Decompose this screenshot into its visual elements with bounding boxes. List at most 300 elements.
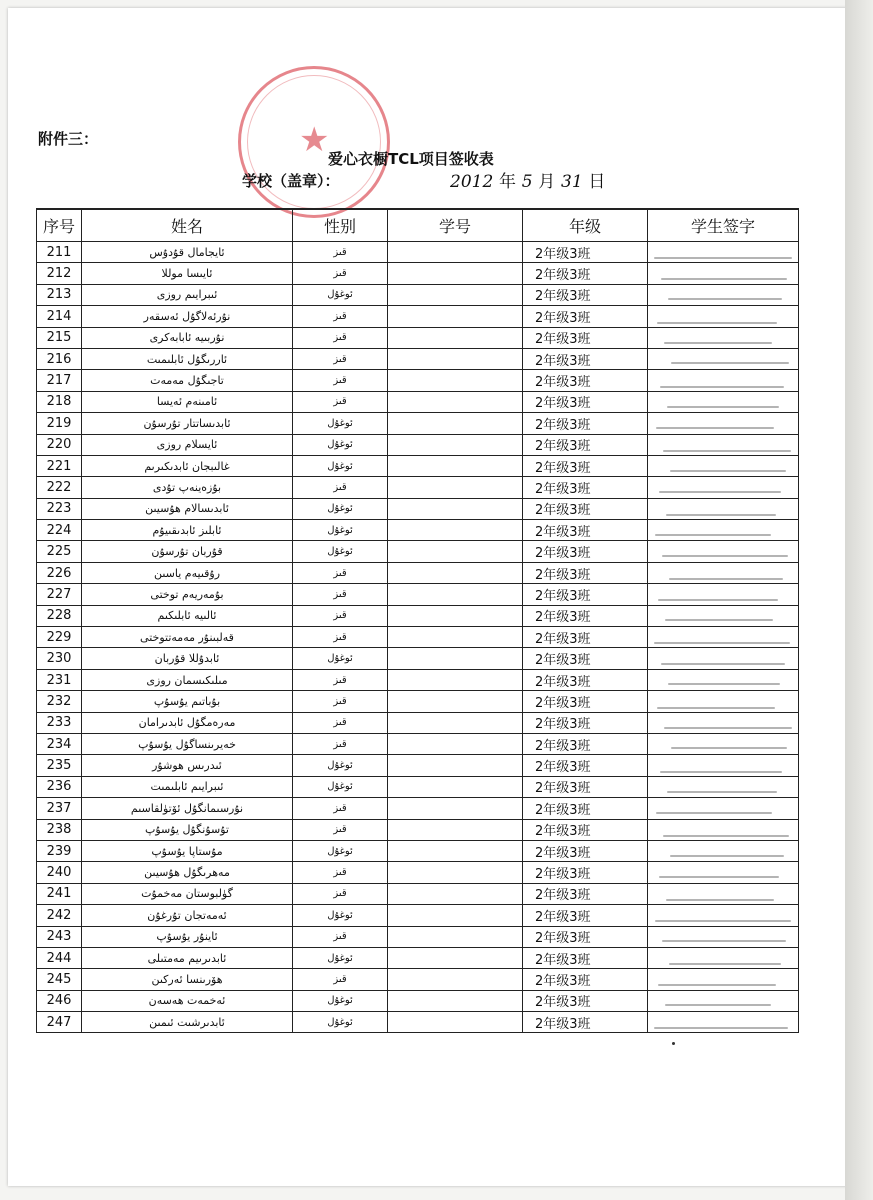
student-gender: قىز (293, 562, 388, 583)
student-signature (648, 969, 799, 990)
row-number: 220 (37, 434, 82, 455)
student-id-cell (388, 605, 523, 626)
student-gender: قىز (293, 327, 388, 348)
student-gender: قىز (293, 627, 388, 648)
table-row (37, 434, 799, 455)
handwritten-signature-stroke (656, 812, 772, 814)
handwritten-signature-stroke (665, 1004, 771, 1006)
row-number: 240 (37, 862, 82, 883)
student-name: مۇستاپا يۇسۇپ (82, 840, 293, 861)
student-gender: ئوغۇل (293, 434, 388, 455)
student-name: ئابدىرشىت ئىمىن (82, 1012, 293, 1033)
student-gender: قىز (293, 477, 388, 498)
student-id-cell (388, 926, 523, 947)
student-signature (648, 284, 799, 305)
student-name: مەھرىگۇل ھۇسيىن (82, 862, 293, 883)
table-row (37, 327, 799, 348)
student-id-cell (388, 327, 523, 348)
signature-table (36, 208, 799, 1033)
handwritten-signature-stroke (655, 534, 771, 536)
student-grade: 2年级3班 (523, 605, 648, 626)
handwritten-signature-stroke (657, 707, 775, 709)
row-number: 223 (37, 498, 82, 519)
handwritten-signature-stroke (662, 555, 788, 557)
student-name: مىلىكىسمان روزى (82, 669, 293, 690)
student-name: خەيرىنساگۇل يۇسۇپ (82, 733, 293, 754)
student-signature (648, 669, 799, 690)
student-id-cell (388, 348, 523, 369)
table-row (37, 370, 799, 391)
row-number: 232 (37, 691, 82, 712)
student-grade: 2年级3班 (523, 498, 648, 519)
student-id-cell (388, 969, 523, 990)
student-gender: قىز (293, 669, 388, 690)
student-signature (648, 391, 799, 412)
student-gender: ئوغۇل (293, 755, 388, 776)
handwritten-signature-stroke (663, 835, 789, 837)
student-signature (648, 263, 799, 284)
handwritten-signature-stroke (661, 278, 787, 280)
student-grade: 2年级3班 (523, 926, 648, 947)
handwritten-signature-stroke (655, 920, 791, 922)
student-signature (648, 883, 799, 904)
handwritten-signature-stroke (667, 791, 777, 793)
student-grade: 2年级3班 (523, 776, 648, 797)
student-signature (648, 840, 799, 861)
table-row (37, 627, 799, 648)
student-grade: 2年级3班 (523, 584, 648, 605)
row-number: 234 (37, 733, 82, 754)
student-signature (648, 434, 799, 455)
handwritten-signature-stroke (664, 342, 772, 344)
student-id-cell (388, 284, 523, 305)
table-row (37, 348, 799, 369)
student-grade: 2年级3班 (523, 969, 648, 990)
row-number: 219 (37, 413, 82, 434)
student-gender: قىز (293, 969, 388, 990)
attachment-label: 附件三： (38, 130, 99, 148)
student-name: نۇربىيە ئابابەكرى (82, 327, 293, 348)
row-number: 217 (37, 370, 82, 391)
student-gender: ئوغۇل (293, 776, 388, 797)
student-signature (648, 605, 799, 626)
student-gender: ئوغۇل (293, 284, 388, 305)
student-id-cell (388, 520, 523, 541)
row-number: 230 (37, 648, 82, 669)
stray-ink-dot (672, 1042, 675, 1045)
student-grade: 2年级3班 (523, 627, 648, 648)
student-grade: 2年级3班 (523, 455, 648, 476)
handwritten-signature-stroke (669, 963, 781, 965)
student-signature (648, 776, 799, 797)
student-id-cell (388, 498, 523, 519)
row-number: 233 (37, 712, 82, 733)
student-gender: قىز (293, 733, 388, 754)
student-name: بۇمەريەم توختى (82, 584, 293, 605)
student-signature (648, 541, 799, 562)
row-number: 212 (37, 263, 82, 284)
student-name: ئابدىساتتار تۇرسۇن (82, 413, 293, 434)
student-grade: 2年级3班 (523, 477, 648, 498)
student-id-cell (388, 434, 523, 455)
table-row (37, 520, 799, 541)
table-row (37, 926, 799, 947)
handwritten-signature-stroke (654, 1027, 788, 1029)
table-row (37, 712, 799, 733)
student-gender: ئوغۇل (293, 648, 388, 669)
handwritten-signature-stroke (660, 771, 782, 773)
student-name: ئامىنەم ئەيسا (82, 391, 293, 412)
student-gender: قىز (293, 263, 388, 284)
student-name: رۇقىيەم ياسىن (82, 562, 293, 583)
student-id-cell (388, 798, 523, 819)
student-gender: قىز (293, 798, 388, 819)
table-row (37, 306, 799, 327)
student-id-cell (388, 242, 523, 263)
student-grade: 2年级3班 (523, 862, 648, 883)
student-gender: قىز (293, 712, 388, 733)
student-signature (648, 327, 799, 348)
student-id-cell (388, 947, 523, 968)
handwritten-signature-stroke (665, 619, 773, 621)
student-grade: 2年级3班 (523, 712, 648, 733)
student-grade: 2年级3班 (523, 669, 648, 690)
student-gender: ئوغۇل (293, 520, 388, 541)
date-month-char: 月 (538, 172, 556, 192)
student-name: ئاينۇر يۇسۇپ (82, 926, 293, 947)
table-row (37, 1012, 799, 1033)
seal-star-icon: ★ (299, 120, 330, 160)
date-year: 2012 (450, 172, 494, 192)
table-row (37, 883, 799, 904)
student-name: ئەخمەت ھەسەن (82, 990, 293, 1011)
student-id-cell (388, 905, 523, 926)
student-grade: 2年级3班 (523, 348, 648, 369)
student-id-cell (388, 477, 523, 498)
student-name: ئالىيە ئابلىكىم (82, 605, 293, 626)
row-number: 215 (37, 327, 82, 348)
row-number: 246 (37, 990, 82, 1011)
table-row (37, 263, 799, 284)
student-gender: قىز (293, 242, 388, 263)
student-gender: قىز (293, 862, 388, 883)
row-number: 238 (37, 819, 82, 840)
handwritten-signature-stroke (656, 427, 774, 429)
student-gender: قىز (293, 819, 388, 840)
handwritten-date (450, 167, 605, 192)
table-row (37, 391, 799, 412)
student-name: ئىدرىس ھوشۇر (82, 755, 293, 776)
student-name: ئابلىز ئابدىقىيۇم (82, 520, 293, 541)
student-id-cell (388, 755, 523, 776)
student-id-cell (388, 562, 523, 583)
table-header-row (37, 209, 799, 242)
table-row (37, 691, 799, 712)
student-gender: قىز (293, 926, 388, 947)
handwritten-signature-stroke (659, 491, 781, 493)
table-row (37, 541, 799, 562)
student-gender: قىز (293, 391, 388, 412)
student-name: بۇزەينەپ تۇدى (82, 477, 293, 498)
row-number: 216 (37, 348, 82, 369)
student-gender: ئوغۇل (293, 840, 388, 861)
table-row (37, 498, 799, 519)
student-signature (648, 370, 799, 391)
student-gender: ئوغۇل (293, 990, 388, 1011)
row-number: 224 (37, 520, 82, 541)
student-id-cell (388, 990, 523, 1011)
student-id-cell (388, 263, 523, 284)
row-number: 226 (37, 562, 82, 583)
table-row (37, 669, 799, 690)
column-header-student-id: 学号 (388, 209, 523, 242)
student-grade: 2年级3班 (523, 284, 648, 305)
student-signature (648, 926, 799, 947)
table-row (37, 798, 799, 819)
student-gender: قىز (293, 584, 388, 605)
handwritten-signature-stroke (654, 642, 790, 644)
handwritten-signature-stroke (671, 362, 789, 364)
student-signature (648, 1012, 799, 1033)
student-grade: 2年级3班 (523, 306, 648, 327)
student-signature (648, 648, 799, 669)
handwritten-signature-stroke (671, 747, 787, 749)
student-grade: 2年级3班 (523, 840, 648, 861)
student-signature (648, 455, 799, 476)
row-number: 225 (37, 541, 82, 562)
handwritten-signature-stroke (658, 984, 776, 986)
school-seal-stamp (238, 66, 390, 218)
student-signature (648, 584, 799, 605)
student-signature (648, 306, 799, 327)
column-header-number: 序号 (37, 209, 82, 242)
handwritten-signature-stroke (666, 514, 776, 516)
student-signature (648, 477, 799, 498)
student-name: ھۆرىنسا ئەركىن (82, 969, 293, 990)
handwritten-signature-stroke (663, 450, 791, 452)
student-grade: 2年级3班 (523, 990, 648, 1011)
student-name: غالىبجان ئابدىكىرىم (82, 455, 293, 476)
row-number: 241 (37, 883, 82, 904)
student-grade: 2年级3班 (523, 562, 648, 583)
student-signature (648, 520, 799, 541)
column-header-name: 姓名 (82, 209, 293, 242)
handwritten-signature-stroke (669, 578, 783, 580)
student-gender: ئوغۇل (293, 947, 388, 968)
student-signature (648, 947, 799, 968)
student-id-cell (388, 691, 523, 712)
student-signature (648, 242, 799, 263)
student-gender: ئوغۇل (293, 1012, 388, 1033)
student-name: ئىبرايىم روزى (82, 284, 293, 305)
student-name: ئىبرايىم ئابلىمىت (82, 776, 293, 797)
student-name: نۇرسىمانگۇل ئۆتۈلقاسىم (82, 798, 293, 819)
date-month: 5 (521, 172, 533, 192)
handwritten-signature-stroke (667, 406, 779, 408)
table-row (37, 755, 799, 776)
row-number: 231 (37, 669, 82, 690)
student-id-cell (388, 1012, 523, 1033)
row-number: 222 (37, 477, 82, 498)
student-grade: 2年级3班 (523, 733, 648, 754)
student-name: ئاررىگۇل ئابلىمىت (82, 348, 293, 369)
table-row (37, 990, 799, 1011)
student-id-cell (388, 776, 523, 797)
table-row (37, 862, 799, 883)
handwritten-signature-stroke (666, 899, 774, 901)
student-grade: 2年级3班 (523, 1012, 648, 1033)
row-number: 221 (37, 455, 82, 476)
handwritten-signature-stroke (659, 876, 779, 878)
row-number: 214 (37, 306, 82, 327)
row-number: 247 (37, 1012, 82, 1033)
row-number: 218 (37, 391, 82, 412)
row-number: 211 (37, 242, 82, 263)
student-signature (648, 990, 799, 1011)
handwritten-signature-stroke (670, 855, 784, 857)
student-id-cell (388, 712, 523, 733)
column-header-signature: 学生签字 (648, 209, 799, 242)
student-id-cell (388, 733, 523, 754)
row-number: 229 (37, 627, 82, 648)
table-body (37, 242, 799, 1033)
student-id-cell (388, 413, 523, 434)
student-name: ئەمەتجان تۇرغۇن (82, 905, 293, 926)
student-signature (648, 712, 799, 733)
date-day: 31 (561, 172, 583, 192)
student-grade: 2年级3班 (523, 947, 648, 968)
table-row (37, 562, 799, 583)
student-gender: قىز (293, 883, 388, 904)
student-signature (648, 755, 799, 776)
student-signature (648, 733, 799, 754)
table-row (37, 584, 799, 605)
student-gender: قىز (293, 691, 388, 712)
student-signature (648, 798, 799, 819)
student-grade: 2年级3班 (523, 327, 648, 348)
row-number: 228 (37, 605, 82, 626)
row-number: 242 (37, 905, 82, 926)
student-grade: 2年级3班 (523, 819, 648, 840)
student-id-cell (388, 455, 523, 476)
student-signature (648, 862, 799, 883)
student-name: ئايجامال قۇدۇس (82, 242, 293, 263)
student-id-cell (388, 541, 523, 562)
student-grade: 2年级3班 (523, 263, 648, 284)
student-gender: ئوغۇل (293, 498, 388, 519)
student-grade: 2年级3班 (523, 520, 648, 541)
student-signature (648, 691, 799, 712)
student-name: ئايسلام روزى (82, 434, 293, 455)
student-id-cell (388, 584, 523, 605)
page-edge (845, 0, 873, 1200)
student-id-cell (388, 840, 523, 861)
student-grade: 2年级3班 (523, 541, 648, 562)
student-name: ئايىسا موللا (82, 263, 293, 284)
student-grade: 2年级3班 (523, 883, 648, 904)
student-name: ئابدىرىيم مەمتىلى (82, 947, 293, 968)
handwritten-signature-stroke (668, 683, 780, 685)
student-grade: 2年级3班 (523, 648, 648, 669)
date-year-char: 年 (499, 172, 516, 192)
student-gender: ئوغۇل (293, 455, 388, 476)
table-row (37, 284, 799, 305)
student-id-cell (388, 648, 523, 669)
student-signature (648, 905, 799, 926)
table-row (37, 413, 799, 434)
date-day-char: 日 (588, 172, 606, 192)
handwritten-signature-stroke (664, 727, 792, 729)
student-id-cell (388, 391, 523, 412)
student-id-cell (388, 669, 523, 690)
column-header-grade: 年级 (523, 209, 648, 242)
row-number: 213 (37, 284, 82, 305)
student-gender: ئوغۇل (293, 905, 388, 926)
student-name: قۇربان تۇرسۇن (82, 541, 293, 562)
student-name: بۇباتىم يۇسۇپ (82, 691, 293, 712)
student-id-cell (388, 627, 523, 648)
row-number: 236 (37, 776, 82, 797)
student-grade: 2年级3班 (523, 413, 648, 434)
table-row (37, 905, 799, 926)
table-row (37, 947, 799, 968)
student-name: ئابدىسالام ھۇسيىن (82, 498, 293, 519)
student-id-cell (388, 370, 523, 391)
student-name: قەلبىنۇر مەمەتتوختى (82, 627, 293, 648)
handwritten-signature-stroke (670, 470, 786, 472)
student-grade: 2年级3班 (523, 798, 648, 819)
handwritten-signature-stroke (661, 663, 785, 665)
table-row (37, 776, 799, 797)
student-grade: 2年级3班 (523, 905, 648, 926)
form-title: 爱心衣橱TCL项目签收表 (328, 150, 494, 168)
student-gender: قىز (293, 306, 388, 327)
student-signature (648, 562, 799, 583)
student-signature (648, 413, 799, 434)
student-id-cell (388, 883, 523, 904)
handwritten-signature-stroke (654, 257, 792, 259)
row-number: 245 (37, 969, 82, 990)
student-signature (648, 819, 799, 840)
handwritten-signature-stroke (662, 940, 786, 942)
handwritten-signature-stroke (657, 322, 777, 324)
handwritten-signature-stroke (658, 599, 778, 601)
student-gender: قىز (293, 370, 388, 391)
column-header-gender: 性别 (293, 209, 388, 242)
handwritten-signature-stroke (668, 298, 782, 300)
table-row (37, 477, 799, 498)
student-grade: 2年级3班 (523, 370, 648, 391)
student-id-cell (388, 862, 523, 883)
table-row (37, 840, 799, 861)
student-grade: 2年级3班 (523, 755, 648, 776)
student-signature (648, 627, 799, 648)
row-number: 243 (37, 926, 82, 947)
table-row (37, 605, 799, 626)
student-name: ئابدۇللا قۇربان (82, 648, 293, 669)
student-grade: 2年级3班 (523, 691, 648, 712)
student-gender: ئوغۇل (293, 541, 388, 562)
table-row (37, 648, 799, 669)
student-signature (648, 348, 799, 369)
student-name: تاجىگۇل مەمەت (82, 370, 293, 391)
student-name: تۇسۇنگۇل يۇسۇپ (82, 819, 293, 840)
table-row (37, 455, 799, 476)
student-id-cell (388, 819, 523, 840)
table-row (37, 733, 799, 754)
student-name: گۈلبوستان مەخمۇت (82, 883, 293, 904)
row-number: 235 (37, 755, 82, 776)
